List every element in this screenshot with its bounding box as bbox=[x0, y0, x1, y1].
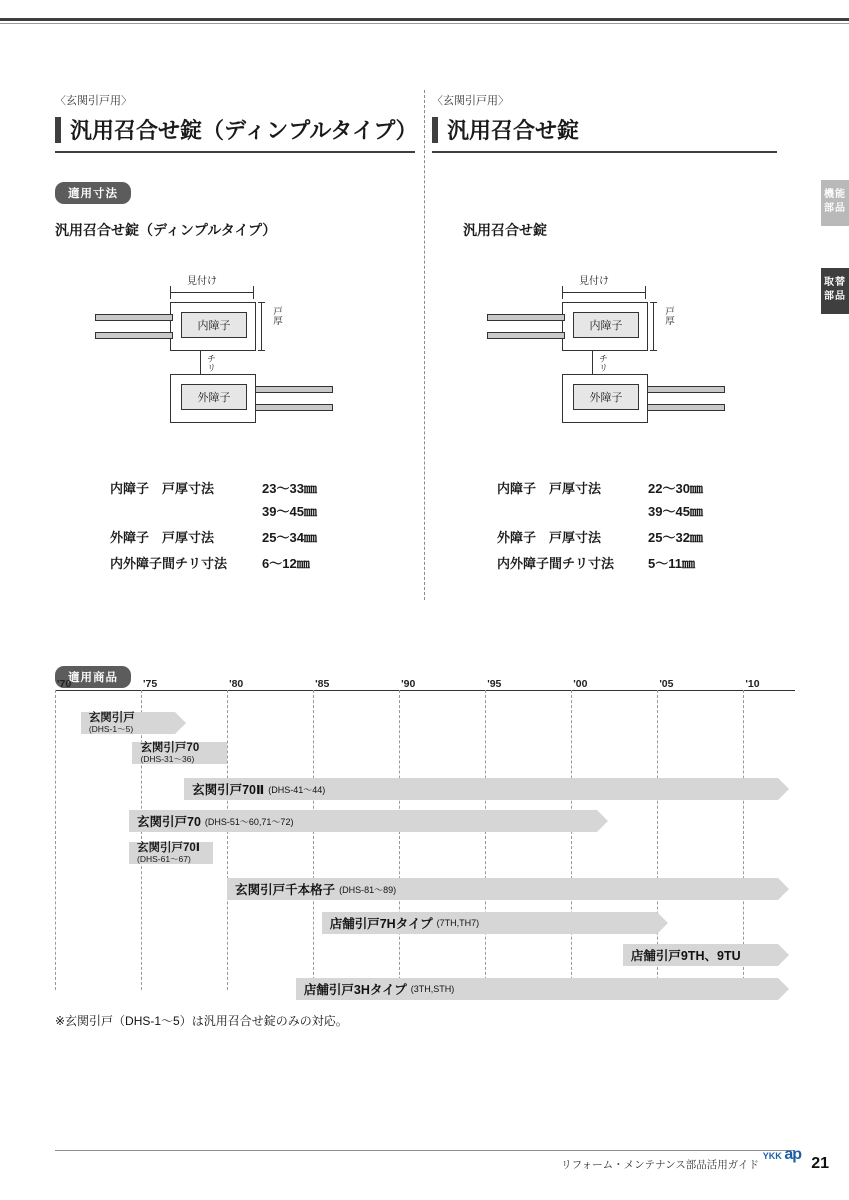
left-outer-sash-box bbox=[181, 384, 247, 410]
right-spec-3-label: 内外障子間チリ寸法 bbox=[497, 556, 615, 571]
footer-text: リフォーム・メンテナンス部品活用ガイド bbox=[561, 1159, 759, 1171]
right-spec-0-label: 内障子 戸厚寸法 bbox=[497, 481, 602, 496]
timeline-tick-label: '80 bbox=[229, 678, 244, 690]
timeline-tick-label: '90 bbox=[401, 678, 416, 690]
column-divider bbox=[424, 90, 425, 600]
left-kicker: 〈玄関引戸用〉 bbox=[55, 95, 132, 107]
timeline-bar-arrow-icon bbox=[597, 810, 608, 832]
right-dim-chiri: チリ bbox=[598, 354, 608, 372]
right-title-row bbox=[432, 114, 777, 145]
left-spec-3-label: 内外障子間チリ寸法 bbox=[110, 556, 228, 571]
timeline-bar-code: (DHS-41〜44) bbox=[268, 784, 326, 795]
right-spec-1-value: 39〜45㎜ bbox=[648, 504, 703, 519]
right-kicker: 〈玄関引戸用〉 bbox=[432, 95, 509, 107]
right-column-header bbox=[432, 92, 777, 153]
timeline-bar-code: (DHS-81〜89) bbox=[339, 884, 397, 895]
timeline-bar-label: 店舗引戸9TH、9TU bbox=[630, 949, 741, 963]
page-number: 21 bbox=[811, 1155, 829, 1172]
timeline-bar[interactable] bbox=[322, 912, 658, 934]
left-spec-2-value: 25〜34㎜ bbox=[262, 530, 317, 545]
right-diagram bbox=[462, 258, 802, 458]
timeline-bar-arrow-icon bbox=[778, 944, 789, 966]
timeline-bar-label: 玄関引戸70 bbox=[140, 742, 200, 754]
timeline-axis-line bbox=[55, 690, 795, 691]
timeline-gridline bbox=[313, 690, 314, 990]
right-spec-0-value: 22〜30㎜ bbox=[648, 481, 703, 496]
timeline-bar-arrow-icon bbox=[778, 878, 789, 900]
timeline-gridline bbox=[141, 690, 142, 990]
timeline-bar-label: 玄関引戸 bbox=[88, 712, 135, 724]
timeline-tick-label: '70 bbox=[57, 678, 72, 690]
timeline-bar[interactable] bbox=[132, 742, 227, 764]
timeline-bar-label: 玄関引戸70Ⅱ bbox=[192, 783, 265, 797]
timeline-bar-code: (3TH,STH) bbox=[410, 984, 455, 994]
left-column-header bbox=[55, 92, 418, 153]
left-title-row bbox=[55, 114, 418, 145]
timeline-bar[interactable] bbox=[81, 712, 176, 734]
timeline-bar-code: (DHS-61〜67) bbox=[137, 854, 191, 864]
left-diagram bbox=[55, 258, 395, 458]
timeline-bar-code: (DHS-31〜36) bbox=[140, 754, 195, 764]
timeline-bar-arrow-icon bbox=[175, 712, 186, 734]
timeline-bar-label: 店舗引戸3Hタイプ bbox=[303, 983, 407, 997]
timeline-bar[interactable] bbox=[296, 978, 778, 1000]
timeline-bar[interactable] bbox=[129, 842, 213, 864]
section-pill-products: 適用商品 bbox=[55, 666, 131, 688]
timeline-bar-arrow-icon bbox=[657, 912, 668, 934]
right-title: 汎用召合せ錠 bbox=[447, 118, 580, 143]
right-spec-2-value: 25〜32㎜ bbox=[648, 530, 703, 545]
left-spec-0-value: 23〜33㎜ bbox=[262, 481, 317, 496]
side-tab-replacement-parts-label: 取替部品 bbox=[824, 277, 846, 302]
left-outer-sash-label: 外障子 bbox=[197, 392, 231, 404]
timeline-tick-label: '10 bbox=[745, 678, 760, 690]
left-title-bar bbox=[55, 117, 61, 143]
footnote: ※玄関引戸（DHS-1〜5）は汎用召合せ錠のみの対応。 bbox=[55, 1014, 348, 1028]
timeline-tick-label: '85 bbox=[315, 678, 330, 690]
top-rule bbox=[0, 18, 849, 21]
timeline-gridline bbox=[571, 690, 572, 990]
left-title: 汎用召合せ錠（ディンプルタイプ） bbox=[69, 118, 418, 143]
section-pill-dimensions: 適用寸法 bbox=[55, 182, 131, 204]
timeline-bar-label: 店舗引戸7Hタイプ bbox=[329, 917, 433, 931]
left-dim-chiri: チリ bbox=[206, 354, 216, 372]
right-title-bar bbox=[432, 117, 438, 143]
left-sub-title: 汎用召合せ錠（ディンプルタイプ） bbox=[55, 222, 277, 238]
timeline-bar-label: 玄関引戸70Ⅰ bbox=[137, 842, 201, 854]
footer-rule bbox=[55, 1150, 795, 1151]
left-spec-0-label: 内障子 戸厚寸法 bbox=[110, 481, 215, 496]
timeline-gridline bbox=[227, 690, 228, 990]
timeline-bar-arrow-icon bbox=[778, 978, 789, 1000]
right-spec-3-value: 5〜11㎜ bbox=[648, 556, 695, 571]
right-spec-2-label: 外障子 戸厚寸法 bbox=[497, 530, 602, 545]
timeline-tick-label: '00 bbox=[573, 678, 588, 690]
right-outer-sash-label: 外障子 bbox=[589, 392, 623, 404]
side-tab-function-parts[interactable] bbox=[821, 180, 849, 226]
timeline-bar[interactable] bbox=[623, 944, 778, 966]
timeline-gridline bbox=[485, 690, 486, 990]
timeline-bar[interactable] bbox=[184, 778, 778, 800]
left-spec-1-value: 39〜45㎜ bbox=[262, 504, 317, 519]
timeline-bar-code: (DHS-1〜5) bbox=[88, 724, 134, 734]
left-title-rule bbox=[55, 151, 415, 153]
right-inner-sash-box bbox=[573, 312, 639, 338]
right-title-rule bbox=[432, 151, 777, 153]
timeline-bar-code: (DHS-51〜60,71〜72) bbox=[204, 816, 294, 827]
timeline-bar-label: 玄関引戸千本格子 bbox=[235, 883, 336, 897]
timeline-tick-label: '75 bbox=[143, 678, 158, 690]
right-inner-sash-label: 内障子 bbox=[589, 320, 623, 332]
left-inner-sash-label: 内障子 bbox=[197, 320, 231, 332]
left-spec-3-value: 6〜12㎜ bbox=[262, 556, 310, 571]
timeline-tick-label: '95 bbox=[487, 678, 502, 690]
left-inner-sash-box bbox=[181, 312, 247, 338]
timeline-gridline bbox=[55, 690, 56, 990]
left-dim-mitsuke: 見付け bbox=[187, 276, 217, 287]
side-tab-function-parts-label: 機能部品 bbox=[824, 189, 846, 214]
right-outer-sash-box bbox=[573, 384, 639, 410]
brand-logo bbox=[762, 1146, 801, 1163]
timeline-bar-arrow-icon bbox=[778, 778, 789, 800]
timeline-bar-label: 玄関引戸70 bbox=[137, 815, 201, 829]
right-dim-thickness: 戸厚 bbox=[663, 306, 674, 325]
timeline-bar[interactable] bbox=[129, 810, 597, 832]
timeline-bar[interactable] bbox=[227, 878, 778, 900]
timeline-gridline bbox=[399, 690, 400, 990]
side-tab-replacement-parts[interactable] bbox=[821, 268, 849, 314]
right-sub-title: 汎用召合せ錠 bbox=[463, 222, 547, 238]
brand-logo-main: ap bbox=[784, 1146, 801, 1163]
right-dim-mitsuke: 見付け bbox=[579, 276, 609, 287]
left-spec-2-label: 外障子 戸厚寸法 bbox=[110, 530, 215, 545]
timeline-bar-code: (7TH,TH7) bbox=[436, 918, 480, 928]
left-dim-thickness: 戸厚 bbox=[271, 306, 282, 325]
timeline-tick-label: '05 bbox=[659, 678, 674, 690]
brand-logo-top: YKK bbox=[762, 1151, 782, 1161]
top-rule-thin bbox=[0, 23, 849, 24]
